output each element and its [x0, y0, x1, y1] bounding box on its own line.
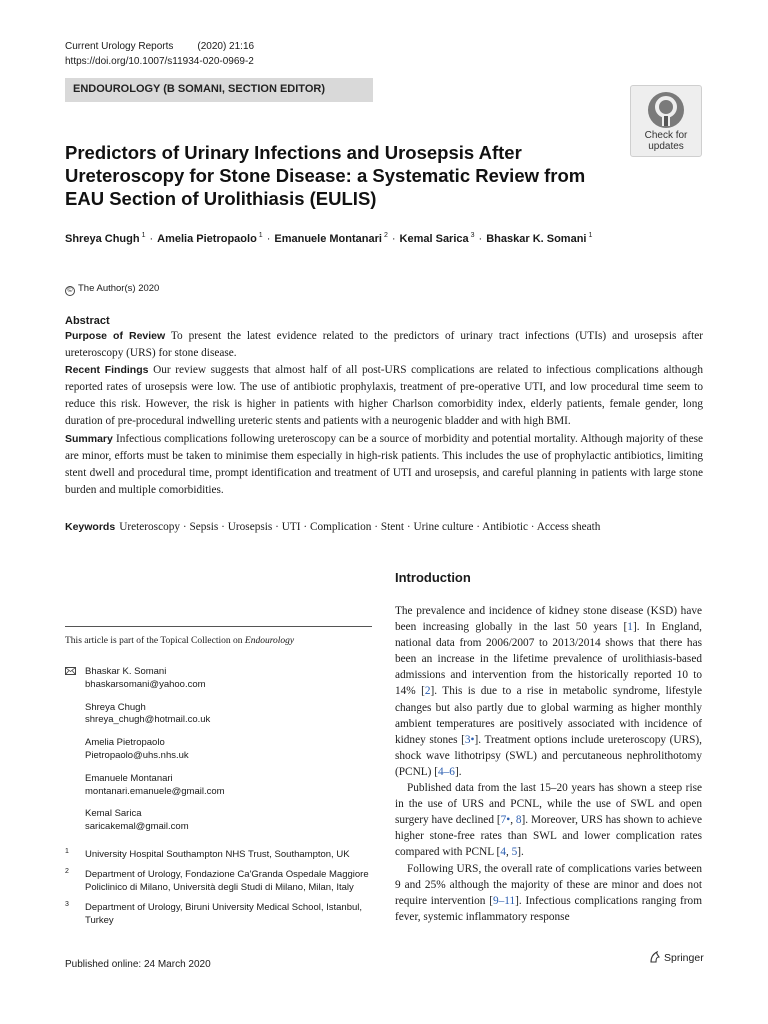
envelope-icon: [65, 667, 76, 675]
affiliation-item: [65, 868, 385, 894]
crossmark-line-1: Check for: [644, 130, 688, 141]
abstract-summary: [65, 431, 703, 499]
affiliation-number: 1: [65, 848, 69, 855]
abstract-purpose: [65, 328, 703, 362]
citation-link[interactable]: 8: [515, 814, 522, 827]
topical-collection[interactable]: Endourology: [244, 636, 295, 646]
abstract-findings: [65, 362, 703, 430]
citation-link[interactable]: 9–11: [492, 894, 516, 907]
contact-name: Shreya Chugh: [85, 701, 146, 713]
author-name[interactable]: Kemal Sarica $^3$: [399, 232, 475, 245]
article-title: Predictors of Urinary Infections and Urosepsis After Ureteroscopy for Stone Disease: a Systematic Review from EAU Section of Urolithiasis (EULIS): [65, 142, 586, 209]
affiliation-list: [65, 848, 385, 934]
topical-prefix: This article is part of the Topical Collection on: [65, 636, 245, 646]
contact-item: [85, 808, 372, 834]
contact-email[interactable]: Pietropaolo@uhs.nhs.uk: [85, 749, 189, 761]
journal-name: Current Urology Reports: [65, 41, 174, 52]
crossmark-icon: [646, 90, 686, 130]
findings-label: Recent Findings: [65, 364, 149, 377]
abstract-heading: Abstract: [65, 315, 110, 327]
introduction-heading: Introduction: [395, 570, 471, 585]
contact-email[interactable]: shreya_chugh@hotmail.co.uk: [85, 714, 211, 726]
crossmark-line-2: updates: [648, 141, 684, 152]
copyright-text: The Author(s) 2020: [78, 283, 160, 294]
contact-name: Kemal Sarica: [85, 808, 142, 820]
contact-list: [65, 666, 372, 844]
summary-label: Summary: [65, 432, 113, 445]
contact-email[interactable]: bhaskarsomani@yahoo.com: [85, 678, 206, 690]
published-date: Published online: 24 March 2020: [65, 959, 211, 970]
contact-item: [85, 773, 372, 799]
keywords: [65, 521, 600, 533]
springer-logo: [648, 950, 704, 964]
section-banner: ENDOUROLOGY (B SOMANI, SECTION EDITOR): [65, 78, 373, 102]
contact-name: Emanuele Montanari: [85, 772, 173, 784]
citation-link[interactable]: 1: [627, 621, 633, 634]
summary-text: Infectious complications following ureteroscopy can be a source of morbidity and potential mortality. Although majority of these are minor, efforts must be taken to minimise them especially in high-risk patients. This includes the use of prophylactic antibiotics, limiting stent dwell and procedural time, prompt identification and treatment of UTI and urosepsis, and careful planning in patients with large stone burden and multiple comorbidities.: [65, 432, 704, 496]
contact-name: Bhaskar K. Somani: [85, 666, 167, 677]
affiliation-number: 2: [65, 868, 69, 875]
doi-link[interactable]: https://doi.org/10.1007/s11934-020-0969-2: [65, 56, 254, 67]
intro-paragraph-1: The prevalence and incidence of kidney stone disease (KSD) have been increasing globally in the last 50 years [1]. In England, national data from 2006/2007 to 2013/2014 shows that there has been an increase in the lifetime prevalence of urolithiasis-based admissions and intervention from the historically reported 10 to 14% [2]. This is due to a rise in metabolic syndrome, lifestyle changes but also partly due to global warming as higher monthly ambient temperatures are positively associated with incidence of kidney stones [3•]. Treatment options include ureteroscopy (URS), shock wave lithotripsy (SWL) and percutaneous nephrolithotomy (PCNL) [4–6].: [395, 605, 703, 778]
intro-paragraph-3: Following URS, the overall rate of complications varies between 9 and 25% although the majority of these are minor and does not require intervention [9–11]. Infectious complications ranging from fever, systemic inflammatory response: [395, 862, 702, 923]
findings-text: Our review suggests that almost half of all post-URS complications are related to infectious complications although reported rates of urosepsis were low. The use of antibiotic prophylaxis, treatment of pre-operative UTI, and low procedural time seem to reduce this risk. However, the risk is higher in patients with higher Charlson comorbidity index, elderly patients, female gender, long duration of pre-procedural indwelling ureteric stents and patients with a neurogenic bladder and with high BMI.: [65, 364, 703, 428]
contact-item: [85, 666, 372, 692]
keywords-label: Keywords: [65, 521, 116, 533]
copyright-notice: [65, 283, 159, 296]
affiliation-text: University Hospital Southampton NHS Trust, Southampton, UK: [85, 849, 350, 860]
purpose-label: Purpose of Review: [65, 330, 166, 342]
contact-name: Amelia Pietropaolo: [85, 737, 165, 749]
author-separator: ·: [266, 232, 271, 245]
affiliation-number: 3: [65, 901, 69, 908]
affiliation-text: Department of Urology, Fondazione Ca'Granda Ospedale Maggiore Policlinico di Milano, Università degli Studi di Milano, Milan, Italy: [85, 869, 369, 893]
author-separator: ·: [391, 232, 396, 245]
keywords-text: Ureteroscopy · Sepsis · Urosepsis · UTI · Complication · Stent · Urine culture · Antibiotic · Access sheath: [119, 521, 601, 533]
introduction-body: [395, 603, 702, 925]
intro-paragraph-2: Published data from the last 15–20 years has shown a steep rise in the use of URS and PCNL, while the use of SWL and open surgery have declined [7•, 8]. Moreover, URS has shown to achieve higher stone-free rates than SWL and lower complication rates compared with PCNL [4, 5].: [395, 782, 702, 859]
publisher-name: Springer: [664, 952, 704, 964]
journal-volume: (2020) 21:16: [197, 41, 255, 52]
author-name[interactable]: Shreya Chugh $^1$: [65, 232, 146, 245]
author-separator: ·: [478, 232, 483, 245]
citation-link[interactable]: 4: [500, 846, 506, 859]
author-separator: ·: [149, 232, 154, 245]
journal-citation: [65, 41, 254, 52]
citation-link[interactable]: 4–6: [438, 765, 455, 778]
author-name[interactable]: Bhaskar K. Somani $^1$: [486, 232, 593, 245]
contact-email[interactable]: montanari.emanuele@gmail.com: [85, 785, 225, 797]
copyright-icon: ©: [65, 286, 75, 296]
contact-email[interactable]: saricakemal@gmail.com: [85, 821, 189, 833]
affiliation-item: [65, 848, 385, 861]
purpose-text: To present the latest evidence related to the predictors of urinary tract infections (UTIs) and urosepsis after ureteroscopy (URS) for stone disease.: [65, 330, 703, 360]
author-name[interactable]: Amelia Pietropaolo $^1$: [157, 232, 263, 245]
topical-collection-note: [65, 626, 372, 646]
citation-link[interactable]: 5: [511, 846, 518, 859]
citation-link[interactable]: 3•: [464, 733, 475, 746]
citation-link[interactable]: 2: [424, 685, 431, 698]
citation-link[interactable]: 7•: [500, 814, 511, 827]
author-list: [65, 232, 592, 245]
abstract-section: [65, 314, 703, 499]
springer-horse-icon: [648, 950, 662, 964]
affiliation-item: [65, 901, 385, 927]
affiliation-text: Department of Urology, Biruni University Medical School, Istanbul, Turkey: [85, 902, 363, 926]
contact-item: [85, 702, 372, 728]
check-for-updates-button[interactable]: [630, 85, 702, 157]
contact-item: [85, 737, 372, 763]
author-name[interactable]: Emanuele Montanari $^2$: [274, 232, 388, 245]
